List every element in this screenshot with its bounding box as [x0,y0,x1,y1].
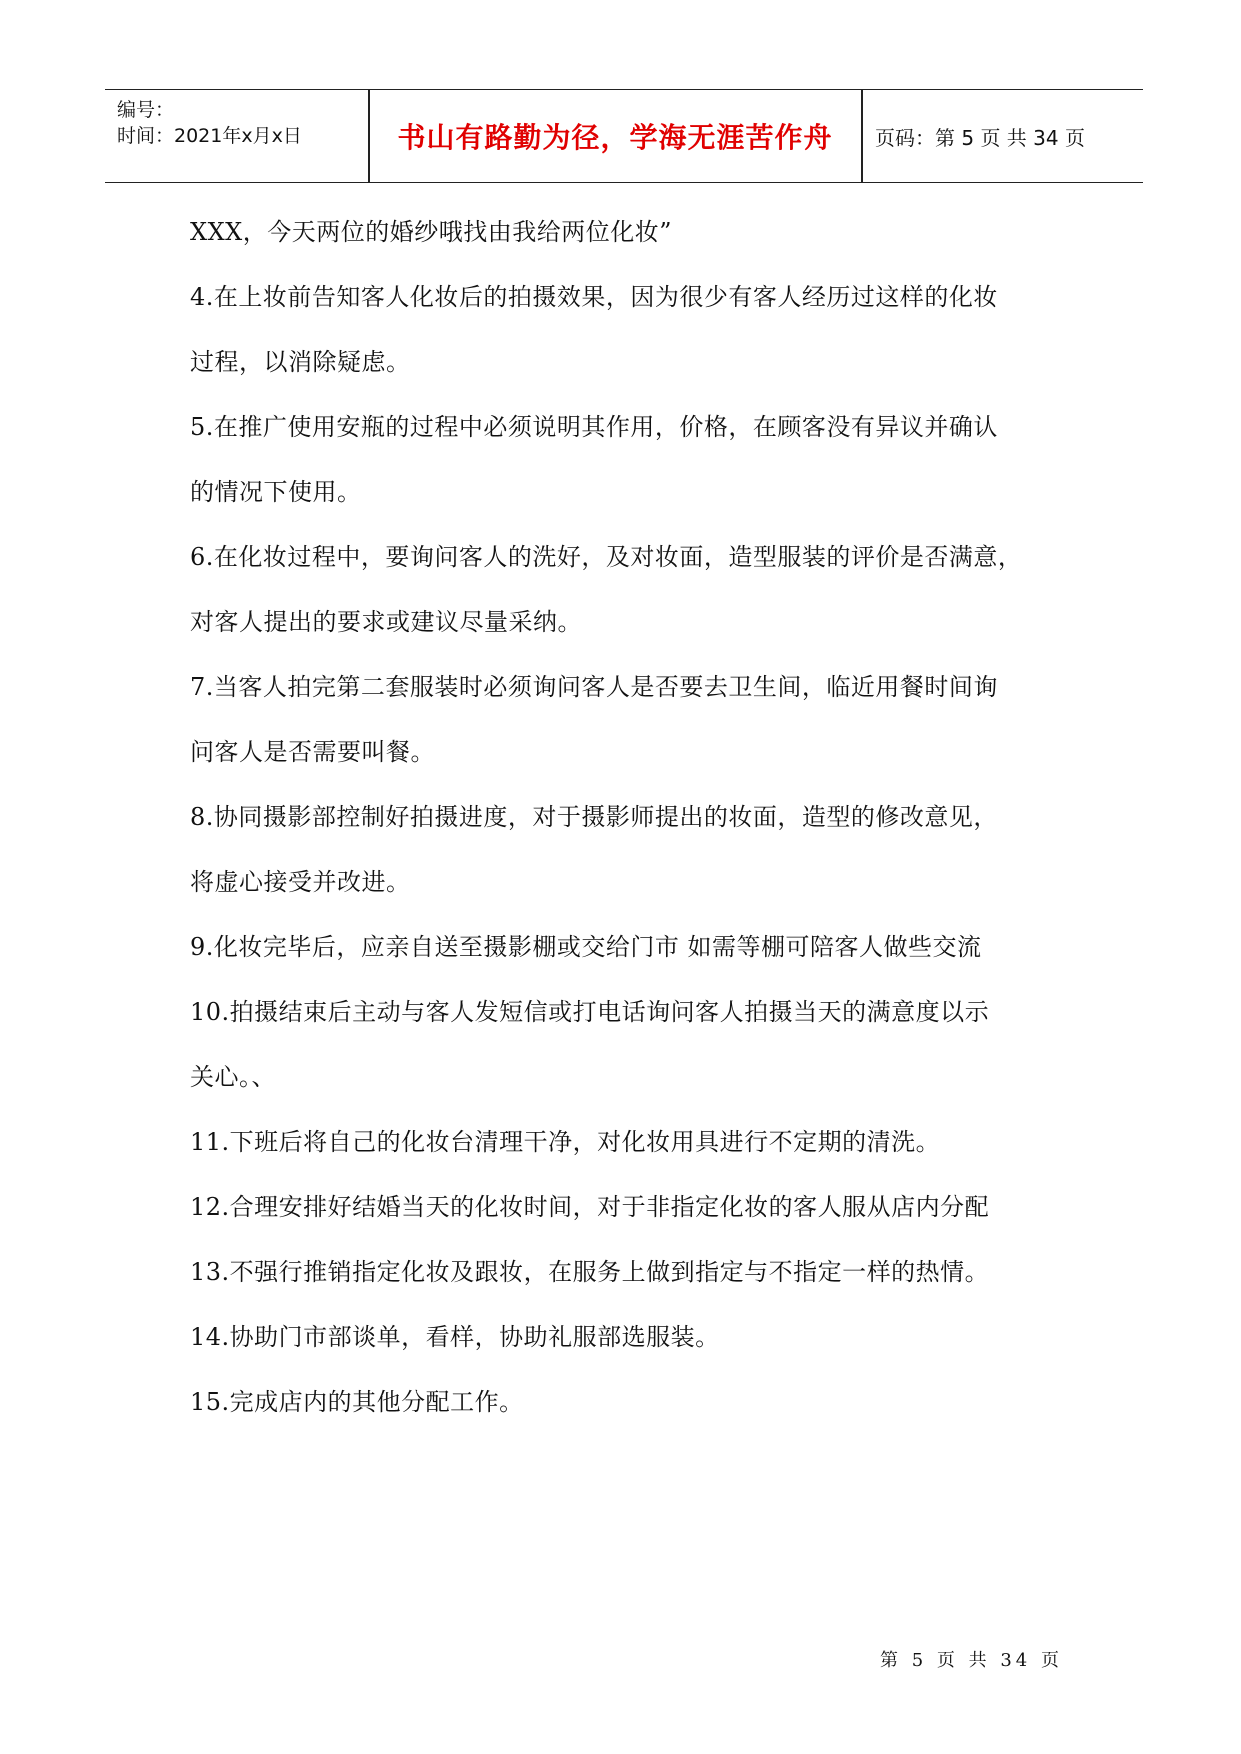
header-page-label: 页码：第 5 页 共 34 页 [875,125,1085,150]
text-line: 12.合理安排好结婚当天的化妆时间，对于非指定化妆的客人服从店内分配 [190,1193,990,1221]
header-divider-right [861,90,863,182]
text-line: 11.下班后将自己的化妆台清理干净，对化妆用具进行不定期的清洗。 [190,1128,941,1156]
page-footer: 第 5 页 共 34 页 [880,1650,1063,1671]
text-line: 将虚心接受并改进。 [190,868,411,896]
text-line: 15.完成店内的其他分配工作。 [190,1388,524,1416]
text-line: 9.化妆完毕后，应亲自送至摄影棚或交给门市 如需等棚可陪客人做些交流 [190,933,982,961]
text-line: XXX，今天两位的婚纱哦找由我给两位化妆” [190,218,673,246]
text-line: 8.协同摄影部控制好拍摄进度，对于摄影师提出的妆面，造型的修改意见， [190,803,998,831]
page-header [105,89,1143,183]
text-line: 的情况下使用。 [190,478,362,506]
text-line: 14.协助门市部谈单，看样，协助礼服部选服装。 [190,1323,720,1351]
text-line: 6.在化妆过程中，要询问客人的洗好，及对妆面，造型服装的评价是否满意， [190,543,1023,571]
time-label: 时间：2021年x月x日 [117,125,302,147]
text-line: 关心。、 [190,1063,276,1091]
header-meta [105,90,368,182]
text-line: 10.拍摄结束后主动与客人发短信或打电话询问客人拍摄当天的满意度以示 [190,998,990,1026]
code-label: 编号： [117,99,175,121]
text-line: 问客人是否需要叫餐。 [190,738,435,766]
text-line: 13.不强行推销指定化妆及跟妆，在服务上做到指定与不指定一样的热情。 [190,1258,990,1286]
text-line: 5.在推广使用安瓶的过程中必须说明其作用，价格，在顾客没有异议并确认 [190,413,998,441]
text-line: 过程，以消除疑虑。 [190,348,411,376]
document-body [190,200,1080,1435]
text-line: 4.在上妆前告知客人化妆后的拍摄效果，因为很少有客人经历过这样的化妆 [190,283,998,311]
text-line: 7.当客人拍完第二套服装时必须询问客人是否要去卫生间，临近用餐时间询 [190,673,998,701]
header-motto: 书山有路勤为径，学海无涯苦作舟 [397,121,833,154]
text-line: 对客人提出的要求或建议尽量采纳。 [190,608,582,636]
